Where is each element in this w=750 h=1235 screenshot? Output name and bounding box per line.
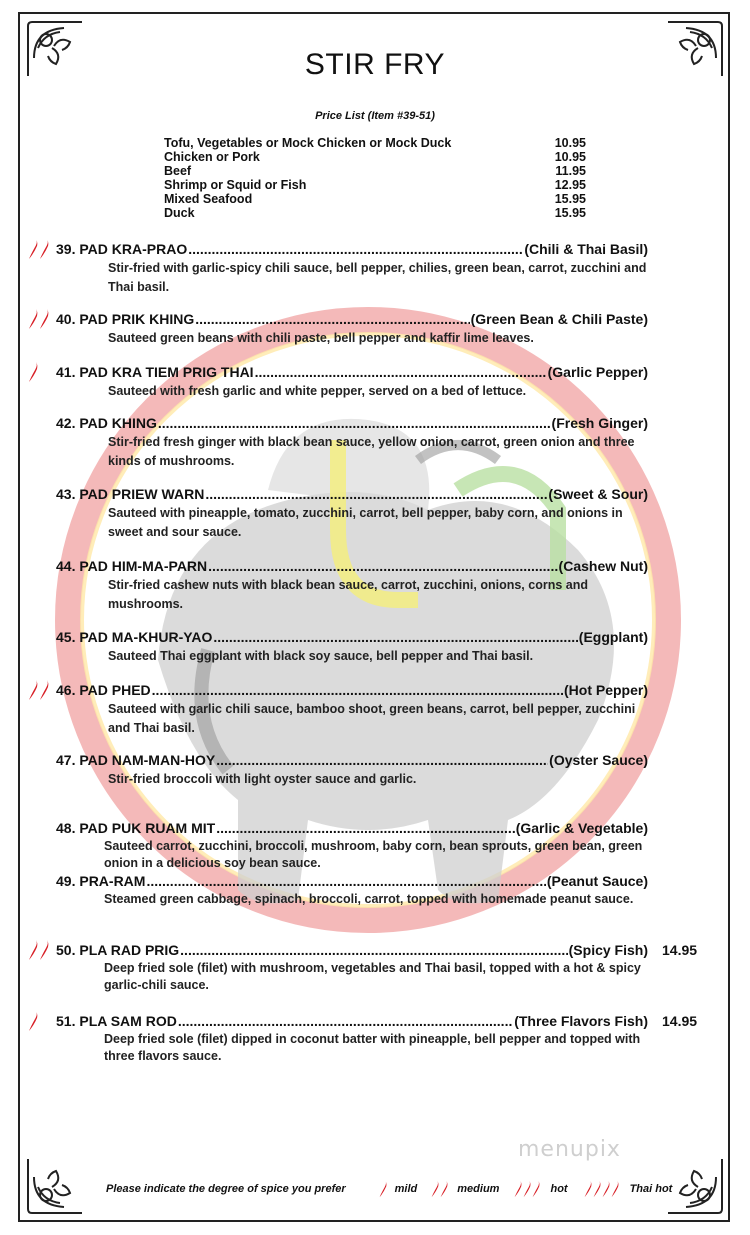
spice-level-label: hot bbox=[550, 1183, 568, 1195]
menu-item-price: 14.95 bbox=[662, 942, 698, 958]
price-list-price: 15.95 bbox=[554, 192, 586, 206]
menu-item-description: Stir-fried fresh ginger with black bean sauce, yellow onion, carrot, green onion and three kinds of mushrooms. bbox=[108, 435, 635, 468]
price-list-price: 10.95 bbox=[554, 136, 586, 150]
menu-item-heading bbox=[56, 681, 648, 699]
menu-item-name: 48. PAD PUK RUAM MIT bbox=[56, 820, 216, 836]
menu-item-description: Deep fried sole (filet) dipped in coconut batter with pineapple, bell pepper and topped with three flavors sauce. bbox=[104, 1032, 641, 1063]
menu-item-subtitle: (Garlic Pepper) bbox=[547, 364, 648, 380]
menu-item-name: 45. PAD MA-KHUR-YAO bbox=[56, 629, 213, 645]
menu-item-name: 50. PLA RAD PRIG bbox=[56, 942, 180, 958]
price-list-row bbox=[164, 192, 594, 206]
menu-item-description: Stir-fried with garlic-spicy chili sauce, bell pepper, chilies, green bean, carrot, zucchini and Thai basil. bbox=[108, 261, 647, 294]
dot-leader bbox=[216, 819, 515, 837]
menu-item-heading bbox=[56, 628, 648, 646]
menupix-watermark-logo: menupix bbox=[518, 1137, 621, 1162]
chili-pepper-icon bbox=[376, 1180, 389, 1198]
menu-item-name: 44. PAD HIM-MA-PARN bbox=[56, 558, 208, 574]
dot-leader bbox=[255, 363, 547, 381]
chili-pepper-icon bbox=[427, 1180, 451, 1198]
menu-item-name: 39. PAD KRA-PRAO bbox=[56, 241, 188, 257]
menu-item-subtitle: (Oyster Sauce) bbox=[549, 752, 648, 768]
price-list-protein: Tofu, Vegetables or Mock Chicken or Mock Duck bbox=[164, 136, 452, 150]
menu-item-heading bbox=[56, 414, 648, 432]
menu-item-subtitle: (Cashew Nut) bbox=[558, 558, 648, 574]
menu-item-subtitle: (Fresh Ginger) bbox=[551, 415, 648, 431]
price-list-row bbox=[164, 164, 594, 178]
chili-pepper-icon bbox=[26, 361, 39, 383]
menu-item-heading bbox=[56, 941, 648, 959]
menu-item-description: Sauteed Thai eggplant with black soy sauce, bell pepper and Thai basil. bbox=[108, 649, 534, 663]
menu-item-name: 51. PLA SAM ROD bbox=[56, 1013, 177, 1029]
menu-item-description: Sauteed carrot, zucchini, broccoli, mushroom, baby corn, bean sprouts, green bean, green onion in a delicious soy bean sauce. bbox=[104, 839, 643, 870]
spice-level-label: mild bbox=[394, 1183, 418, 1195]
menu-item-subtitle: (Chili & Thai Basil) bbox=[524, 241, 648, 257]
menu-item-subtitle: (Green Bean & Chili Paste) bbox=[470, 311, 648, 327]
price-list-header: Price List (Item #39-51) bbox=[315, 110, 435, 122]
menu-item-description: Sauteed with fresh garlic and white pepper, served on a bed of lettuce. bbox=[108, 384, 527, 398]
price-list-row bbox=[164, 206, 594, 220]
menu-item-name: 46. PAD PHED bbox=[56, 682, 151, 698]
price-list-price: 12.95 bbox=[554, 178, 586, 192]
menu-item-heading bbox=[56, 557, 648, 575]
price-list-table bbox=[164, 136, 594, 220]
corner-ornament-icon bbox=[24, 1155, 86, 1217]
dot-leader bbox=[178, 1012, 513, 1030]
menu-item-heading bbox=[56, 363, 648, 381]
menu-item-subtitle: (Garlic & Vegetable) bbox=[515, 820, 648, 836]
dot-leader bbox=[180, 941, 567, 959]
chili-pepper-icon bbox=[26, 308, 50, 330]
menu-item-description: Stir-fried cashew nuts with black bean sauce, carrot, zucchini, onions, corns and mushrooms. bbox=[108, 578, 588, 611]
price-list-protein: Chicken or Pork bbox=[164, 150, 260, 164]
menu-item-description: Sauteed with garlic chili sauce, bamboo shoot, green beans, carrot, bell pepper, zucchini and Thai basil. bbox=[108, 702, 636, 735]
spice-legend-prompt: Please indicate the degree of spice you prefer bbox=[106, 1183, 346, 1195]
menu-item-heading bbox=[56, 1012, 648, 1030]
dot-leader bbox=[188, 240, 523, 258]
spice-level-label: medium bbox=[457, 1183, 500, 1195]
corner-ornament-icon bbox=[664, 1155, 726, 1217]
dot-leader bbox=[208, 557, 557, 575]
menu-item-subtitle: (Three Flavors Fish) bbox=[514, 1013, 648, 1029]
price-list-protein: Duck bbox=[164, 206, 195, 220]
menu-item-heading bbox=[56, 751, 648, 769]
chili-pepper-icon bbox=[26, 939, 50, 961]
spice-level-label: Thai hot bbox=[629, 1183, 673, 1195]
menu-item-description: Sauteed with pineapple, tomato, zucchini, carrot, bell pepper, baby corn, and onions in sweet and sour sauce. bbox=[108, 506, 623, 539]
chili-pepper-icon bbox=[26, 679, 50, 701]
menu-item-heading bbox=[56, 310, 648, 328]
price-list-price: 10.95 bbox=[554, 150, 586, 164]
menu-item-name: 43. PAD PRIEW WARN bbox=[56, 486, 205, 502]
price-list-row bbox=[164, 150, 594, 164]
menu-item-price: 14.95 bbox=[662, 1013, 698, 1029]
dot-leader bbox=[205, 485, 547, 503]
menu-item-name: 42. PAD KHING bbox=[56, 415, 157, 431]
menu-item-subtitle: (Peanut Sauce) bbox=[546, 873, 648, 889]
price-list-row bbox=[164, 178, 594, 192]
menu-item-heading bbox=[56, 485, 648, 503]
price-list-price: 15.95 bbox=[554, 206, 586, 220]
dot-leader bbox=[158, 414, 551, 432]
menu-item-name: 40. PAD PRIK KHING bbox=[56, 311, 195, 327]
chili-pepper-icon bbox=[26, 1010, 39, 1032]
menu-item-description: Deep fried sole (filet) with mushroom, vegetables and Thai basil, topped with a hot & spicy garlic-chili sauce. bbox=[104, 961, 641, 992]
menu-item-subtitle: (Spicy Fish) bbox=[568, 942, 648, 958]
chili-pepper-icon bbox=[509, 1180, 544, 1198]
dot-leader bbox=[195, 310, 469, 328]
price-list-row bbox=[164, 136, 594, 150]
menu-item-description: Sauteed green beans with chili paste, bell pepper and kaffir lime leaves. bbox=[108, 331, 534, 345]
menu-item-name: 47. PAD NAM-MAN-HOY bbox=[56, 752, 216, 768]
menu-item-heading bbox=[56, 240, 648, 258]
dot-leader bbox=[146, 872, 545, 890]
page-title: STIR FRY bbox=[304, 48, 446, 81]
menu-item-subtitle: (Hot Pepper) bbox=[564, 682, 648, 698]
menu-item-heading bbox=[56, 819, 648, 837]
menu-item-subtitle: (Sweet & Sour) bbox=[548, 486, 648, 502]
chili-pepper-icon bbox=[578, 1180, 624, 1198]
menu-item-name: 49. PRA-RAM bbox=[56, 873, 146, 889]
price-list-protein: Shrimp or Squid or Fish bbox=[164, 178, 307, 192]
dot-leader bbox=[216, 751, 548, 769]
spice-legend bbox=[106, 1180, 672, 1198]
menu-item-subtitle: (Eggplant) bbox=[578, 629, 648, 645]
price-list-price: 11.95 bbox=[555, 164, 586, 178]
price-list-protein: Mixed Seafood bbox=[164, 192, 253, 206]
menu-item-name: 41. PAD KRA TIEM PRIG THAI bbox=[56, 364, 254, 380]
price-list-protein: Beef bbox=[164, 164, 192, 178]
chili-pepper-icon bbox=[26, 238, 50, 260]
dot-leader bbox=[213, 628, 577, 646]
dot-leader bbox=[152, 681, 563, 699]
menu-item-description: Stir-fried broccoli with light oyster sauce and garlic. bbox=[108, 772, 417, 786]
menu-item-heading bbox=[56, 872, 648, 890]
menu-item-description: Steamed green cabbage, spinach, broccoli, carrot, topped with homemade peanut sauce. bbox=[104, 892, 634, 906]
